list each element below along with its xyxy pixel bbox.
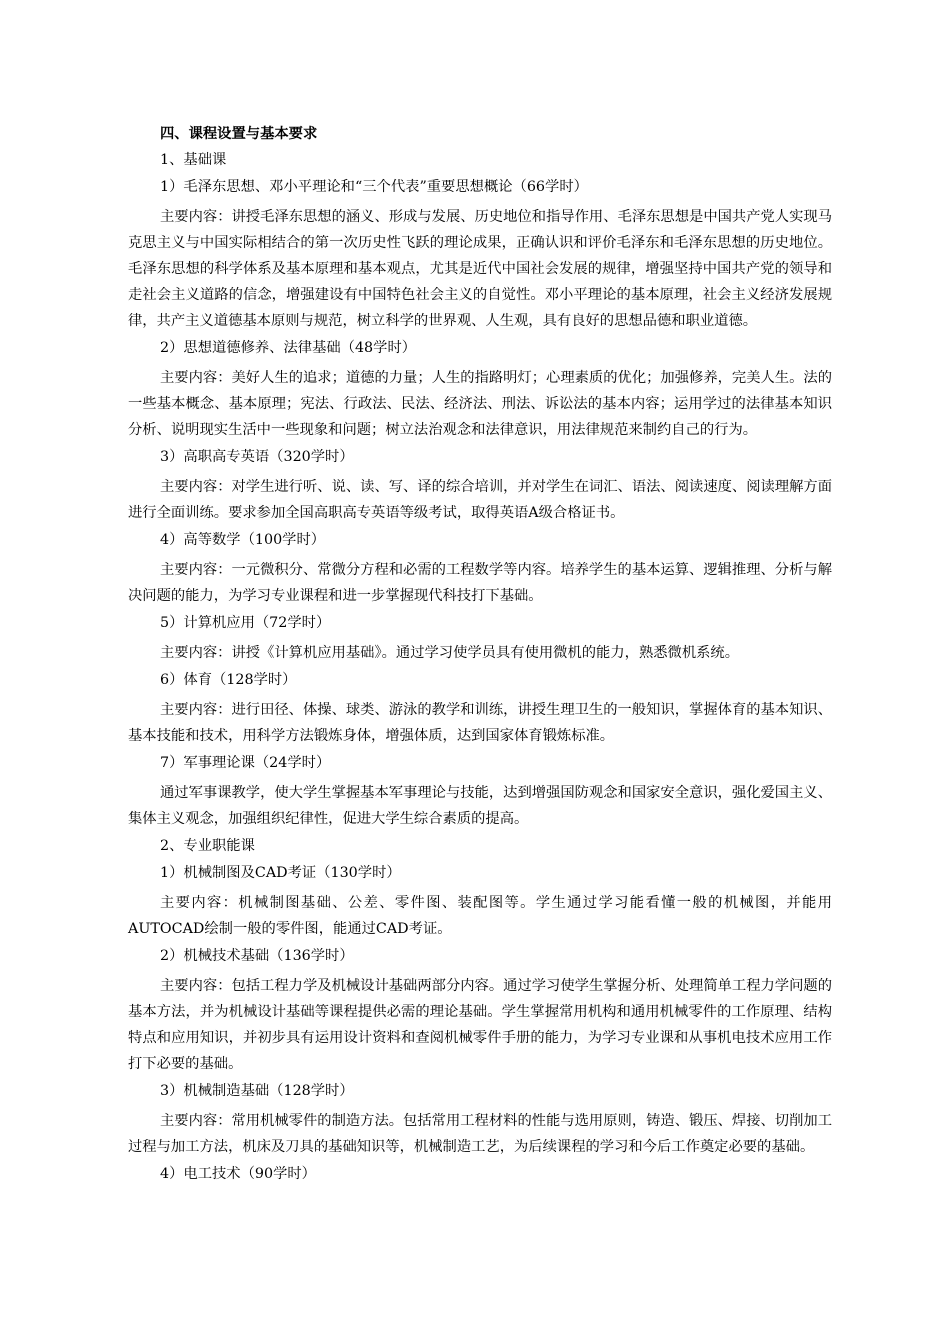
course-title: 5）计算机应用（72学时） [160, 615, 331, 631]
course-title: 1）毛泽东思想、邓小平理论和“三个代表”重要思想概论（66学时） [160, 179, 588, 195]
course-title: 4）高等数学（100学时） [160, 532, 326, 548]
course-title: 2）思想道德修养、法律基础（48学时） [160, 340, 417, 356]
section-title: 四、课程设置与基本要求 [160, 126, 318, 142]
course-content: 主要内容：包括工程力学及机械设计基础两部分内容。通过学习使学生掌握分析、处理简单工程力学问题的基本方法，并为机械设计基础等课程提供必需的理论基础。学生掌握常用机构和通用机械零件的工作原理、结构特点和应用知识，并初步具有运用设计资料和查阅机械零件手册的能力，为学习专业课和从事机电技术应用工作打下必要的基础。 [128, 978, 832, 1072]
basic-courses-title: 1、基础课 [160, 152, 227, 168]
course-content: 通过军事课教学，使大学生掌握基本军事理论与技能，达到增强国防观念和国家安全意识，强化爱国主义、集体主义观念，加强组织纪律性，促进大学生综合素质的提高。 [128, 785, 832, 827]
course-title: 4）电工技术（90学时） [160, 1166, 316, 1182]
course-content: 主要内容：讲授毛泽东思想的涵义、形成与发展、历史地位和指导作用、毛泽东思想是中国共产党人实现马克思主义与中国实际相结合的第一次历史性飞跃的理论成果，正确认识和评价毛泽东和毛泽东思想的历史地位。毛泽东思想的科学体系及基本原理和基本观点，尤其是近代中国社会发展的规律，增强坚持中国共产党的领导和走社会主义道路的信念，增强建设有中国特色社会主义的自觉性。邓小平理论的基本原理，社会主义经济发展规律，共产主义道德基本原则与规范，树立科学的世界观、人生观，具有良好的思想品德和职业道德。 [128, 209, 832, 329]
course-title: 2）机械技术基础（136学时） [160, 948, 354, 964]
course-title: 6）体育（128学时） [160, 672, 297, 688]
course-content: 主要内容：进行田径、体操、球类、游泳的教学和训练，讲授生理卫生的一般知识，掌握体育的基本知识、基本技能和技术，用科学方法锻炼身体，增强体质，达到国家体育锻炼标准。 [128, 702, 832, 744]
document-page [128, 124, 832, 1191]
course-title: 3）机械制造基础（128学时） [160, 1083, 354, 1099]
course-content: 主要内容：一元微积分、常微分方程和必需的工程数学等内容。培养学生的基本运算、逻辑推理、分析与解决问题的能力，为学习专业课程和进一步掌握现代科技打下基础。 [128, 562, 832, 604]
course-content: 主要内容：对学生进行听、说、读、写、译的综合培训，并对学生在词汇、语法、阅读速度、阅读理解方面进行全面训练。要求参加全国高职高专英语等级考试，取得英语A级合格证书。 [128, 479, 832, 521]
course-title: 1）机械制图及CAD考证（130学时） [160, 865, 401, 881]
course-content: 主要内容：美好人生的追求；道德的力量；人生的指路明灯；心理素质的优化；加强修养，完美人生。法的一些基本概念、基本原理；宪法、行政法、民法、经济法、刑法、诉讼法的基本内容；运用学过的法律基本知识分析、说明现实生活中一些现象和问题；树立法治观念和法律意识，用法律规范来制约自己的行为。 [128, 370, 832, 438]
course-content: 主要内容：常用机械零件的制造方法。包括常用工程材料的性能与选用原则，铸造、锻压、焊接、切削加工过程与加工方法，机床及刀具的基础知识等，机械制造工艺，为后续课程的学习和今后工作奠定必要的基础。 [128, 1113, 832, 1155]
course-content: 主要内容：机械制图基础、公差、零件图、装配图等。学生通过学习能看懂一般的机械图，并能用AUTOCAD绘制一般的零件图，能通过CAD考证。 [128, 895, 832, 937]
professional-courses-title: 2、专业职能课 [160, 838, 255, 854]
course-title: 7）军事理论课（24学时） [160, 755, 331, 771]
course-content: 主要内容：讲授《计算机应用基础》。通过学习使学员具有使用微机的能力，熟悉微机系统。 [160, 645, 740, 661]
course-title: 3）高职高专英语（320学时） [160, 449, 354, 465]
